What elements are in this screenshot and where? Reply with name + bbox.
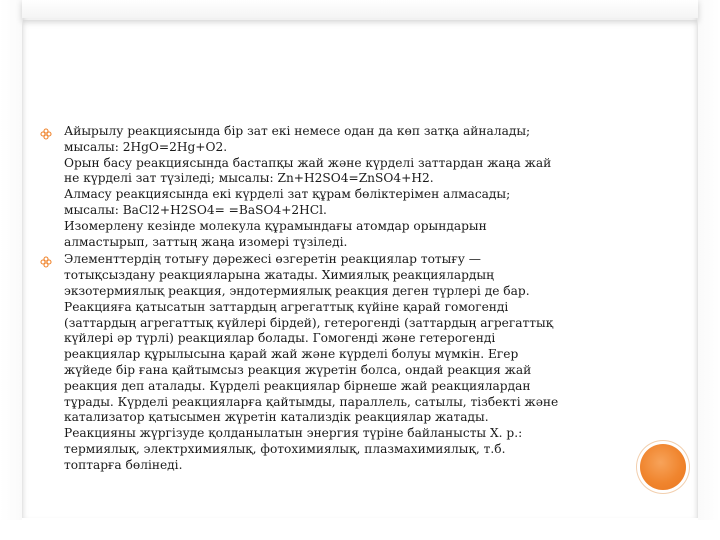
text-line: (заттардың агрегаттық күйлері бірдей), гетерогенді (заттардың агрегаттық	[64, 315, 554, 330]
text-line: Элементтердің тотығу дәрежесі өзгеретін реакциялар тотығу —	[64, 252, 481, 267]
text-line: Реакцияға қатысатын заттардың агрегаттық күйіне қарай гомогенді	[64, 299, 509, 314]
frame-bottom	[0, 520, 720, 540]
text-line: мысалы: BaCl2+H2SO4= =BaSO4+2HCl.	[64, 202, 327, 217]
bullet-list	[40, 124, 630, 474]
text-line: термиялық, электрхимиялық, фотохимиялық, плазмахимиялық, т.б.	[64, 441, 506, 456]
frame-right	[698, 0, 720, 540]
bullet-item-redox-reactions	[40, 252, 630, 473]
text-line: Айырылу реакциясында бір зат екі немесе одан да көп затқа айналады;	[64, 124, 531, 138]
text-line: күйлері әр түрлі) реакциялар болады. Гомогенді және гетерогенді	[64, 331, 496, 346]
orange-circle-decoration	[640, 444, 686, 490]
text-line: мысалы: 2HgO=2Hg+O2.	[64, 139, 228, 154]
text-line: реакция деп аталады. Күрделі реакциялар бірнеше жай реакциялардан	[64, 378, 531, 393]
text-line: Орын басу реакциясында бастапқы жай және күрделі заттардан жаңа жай	[64, 155, 552, 170]
text-line: Реакцияны жүргізуде қолданылатын энергия түріне байланысты Х. р.:	[64, 426, 523, 441]
text-line: алмастырып, заттың жаңа изомері түзіледі.	[64, 234, 348, 249]
frame-top	[22, 0, 698, 20]
text-line: жүйеде бір ғана қайтымсыз реакция жүретін болса, ондай реакция жай	[64, 362, 532, 377]
text-line: не күрделі зат түзіледі; мысалы: Zn+H2SO4=ZnSO4+H2.	[64, 171, 434, 186]
text-line: катализатор қатысымен жүретін катализдік реакциялар жатады.	[64, 410, 489, 425]
text-line: тотықсыздану реакцияларына жатады. Химиялық реакциялардың	[64, 268, 494, 283]
flower-bullet-icon	[40, 256, 52, 268]
bullet-item-reaction-types	[40, 124, 630, 250]
text-line: топтарға бөлінеді.	[64, 457, 183, 472]
frame-left	[0, 0, 22, 540]
text-line: Алмасу реакциясында екі күрделі зат құрам бөліктерімен алмасады;	[64, 187, 511, 202]
flower-bullet-icon	[40, 128, 52, 140]
text-line: тұрады. Күрделі реакцияларға қайтымды, параллель, сатылы, тізбекті және	[64, 394, 559, 409]
text-line: реакциялар құрылысына қарай жай және күрделі болуы мүмкін. Егер	[64, 347, 519, 362]
text-line: Изомерлену кезінде молекула құрамындағы атомдар орындарын	[64, 218, 487, 233]
text-line: экзотермиялық реакция, эндотермиялық реакция деген түрлері де бар.	[64, 283, 530, 298]
